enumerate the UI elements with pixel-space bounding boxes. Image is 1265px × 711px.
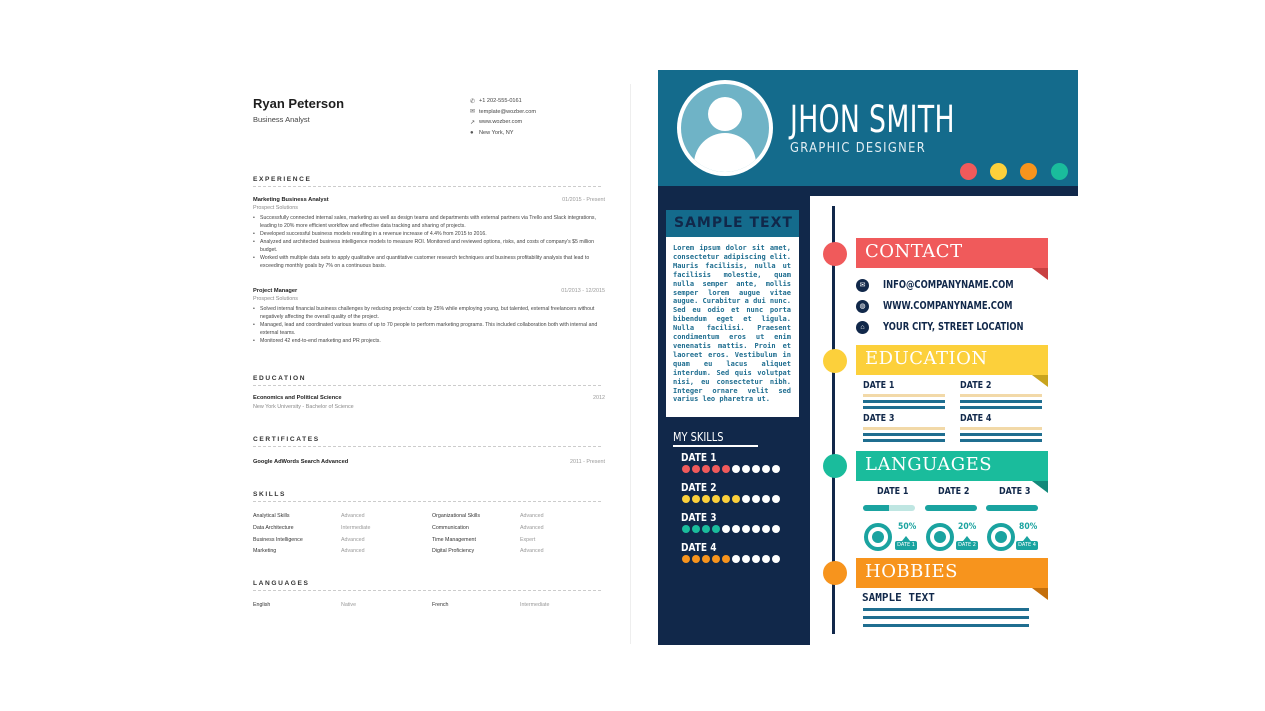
resume-right — [658, 70, 1078, 645]
hobbies-heading: HOBBIES — [865, 561, 958, 582]
language-tag: DATE 4 — [1016, 541, 1038, 550]
skill-dot-filled — [722, 465, 730, 473]
contact-heading: CONTACT — [865, 241, 963, 262]
list-item: • Successfully connected internal sales, marketing as well as design teams and departments with external partners via Trello and Slack integrations, leading to 20% more efficient workflow and effective data tracking and sharing of projects. — [253, 214, 605, 230]
skill-level: Advanced — [520, 548, 544, 554]
skill-level: Advanced — [520, 513, 544, 519]
hobbies-banner — [856, 558, 1048, 588]
skill-level: Advanced — [341, 513, 365, 519]
hobbies-bar — [863, 616, 1029, 619]
hobbies-bar — [863, 624, 1029, 627]
skill-dot-empty — [742, 495, 750, 503]
language-percent: 20% — [958, 522, 977, 532]
job-company-2: Prospect Solutions — [253, 296, 298, 302]
skill-dot-filled — [692, 525, 700, 533]
language-bar — [986, 505, 1038, 511]
skill-name: Analytical Skills — [253, 513, 290, 519]
language-ring-icon — [987, 523, 1015, 551]
education-bar — [960, 433, 1042, 436]
skill-dot-empty — [742, 465, 750, 473]
globe-icon: ◍ — [856, 300, 869, 313]
skill-dot-empty — [752, 465, 760, 473]
phone-icon: ✆ — [470, 98, 476, 105]
contact-email-text[interactable]: template@wozber.com — [479, 108, 536, 115]
contact-banner — [856, 238, 1048, 268]
certificate-name: Google AdWords Search Advanced — [253, 459, 349, 465]
header-color-dot — [990, 163, 1007, 180]
skill-name: Marketing — [253, 548, 277, 554]
list-item: • Analyzed and architected business intelligence models to measure ROI. Monitored and reviewed options, risks, and costs of company's $5 million budget. — [253, 238, 605, 254]
skill-dot-filled — [692, 465, 700, 473]
skill-dot-filled — [682, 495, 690, 503]
language-date: DATE 3 — [999, 486, 1031, 497]
list-item: • Worked with multiple data sets to apply qualitative and quantitative customer research techniques and business profitability analysis that lead to exceeding monthly goals by 7% on a continuous basis. — [253, 254, 605, 270]
contact-email-text[interactable]: INFO@COMPANYNAME.COM — [883, 279, 1014, 291]
hobbies-bar — [863, 608, 1029, 611]
education-bar — [863, 439, 945, 442]
skill-level: Advanced — [341, 537, 365, 543]
skill-dot-filled — [692, 555, 700, 563]
header-color-dot — [960, 163, 977, 180]
education-bar — [960, 439, 1042, 442]
education-degree: Economics and Political Science — [253, 395, 342, 401]
my-skills-underline — [673, 445, 758, 447]
skill-name: Communication — [432, 525, 469, 531]
language-bar — [863, 505, 915, 511]
education-date: DATE 2 — [960, 380, 992, 391]
contact-row-email — [856, 278, 1046, 292]
section-languages-heading: LANGUAGES — [253, 580, 601, 591]
skill-name: Business Intelligence — [253, 537, 303, 543]
language-level: Native — [341, 602, 357, 608]
contact-phone-text: +1 202-555-0161 — [479, 98, 522, 105]
resume-role: Business Analyst — [253, 115, 310, 124]
contact-location-text: New York, NY — [479, 129, 514, 136]
home-icon: ⌂ — [856, 321, 869, 334]
skill-dot-filled — [702, 465, 710, 473]
skill-dot-empty — [772, 525, 780, 533]
resume-name: Ryan Peterson — [253, 96, 345, 111]
banner-fold — [1032, 481, 1048, 493]
skill-dot-filled — [702, 495, 710, 503]
skill-dot-filled — [712, 495, 720, 503]
skill-dot-filled — [682, 555, 690, 563]
language-level: Intermediate — [520, 602, 550, 608]
skill-dots — [682, 555, 780, 563]
certificate-date: 2011 - Present — [570, 459, 605, 465]
skill-dot-filled — [692, 495, 700, 503]
skill-dot-filled — [722, 495, 730, 503]
section-experience-heading: EXPERIENCE — [253, 176, 601, 187]
skill-dot-filled — [702, 555, 710, 563]
job-title-1: Marketing Business Analyst — [253, 197, 329, 203]
banner-fold — [1032, 588, 1048, 600]
skill-dot-empty — [722, 525, 730, 533]
skill-dots — [682, 465, 780, 473]
list-item: • Solved internal financial business challenges by reducing projects' costs by 25% while employing young, but talented, external freelancers without negatively affecting the overall quality of the project. — [253, 305, 605, 321]
list-item: • Developed successful business models resulting in a revenue increase of 4.4% from 2015 to 2016. — [253, 230, 605, 238]
timeline-dot-education — [823, 349, 847, 373]
contact-phone — [470, 96, 536, 107]
languages-heading: LANGUAGES — [865, 454, 993, 475]
skill-dot-empty — [762, 525, 770, 533]
skill-dot-empty — [752, 555, 760, 563]
skill-dot-empty — [752, 495, 760, 503]
skill-dot-filled — [712, 525, 720, 533]
skill-dot-empty — [772, 495, 780, 503]
job-date-2: 01/2013 - 12/2015 — [561, 288, 605, 294]
education-bar — [863, 400, 945, 403]
education-date: DATE 3 — [863, 413, 895, 424]
banner-fold — [1032, 375, 1048, 387]
my-skills-heading: MY SKILLS — [673, 430, 724, 444]
section-certificates-heading: CERTIFICATES — [253, 436, 601, 447]
skill-dot-empty — [742, 525, 750, 533]
skill-dot-filled — [702, 525, 710, 533]
language-tag: DATE 2 — [956, 541, 978, 550]
skill-level: Advanced — [341, 548, 365, 554]
contact-location — [470, 128, 536, 139]
contact-row-address — [856, 320, 1059, 334]
resume-title: GRAPHIC DESIGNER — [790, 140, 927, 156]
languages-banner — [856, 451, 1048, 481]
language-tag: DATE 1 — [895, 541, 917, 550]
skill-dot-filled — [712, 465, 720, 473]
resume-left — [238, 84, 631, 644]
skill-name: Data Architecture — [253, 525, 294, 531]
education-bar — [960, 406, 1042, 409]
skill-dot-empty — [762, 495, 770, 503]
section-skills-heading: SKILLS — [253, 491, 601, 502]
contact-email — [470, 107, 536, 118]
avatar-head-icon — [708, 97, 742, 131]
skill-dots — [682, 495, 780, 503]
language-date: DATE 1 — [877, 486, 909, 497]
skill-name: Digital Proficiency — [432, 548, 475, 554]
skill-name: Organizational Skills — [432, 513, 480, 519]
job-title-2: Project Manager — [253, 288, 298, 294]
job-bullets-2 — [253, 305, 605, 345]
list-item: • Monitored 42 end-to-end marketing and PR projects. — [253, 337, 605, 345]
contact-web-text[interactable]: WWW.COMPANYNAME.COM — [883, 300, 1013, 312]
education-heading: EDUCATION — [865, 348, 988, 369]
skill-level: Advanced — [520, 525, 544, 531]
timeline-dot-hobbies — [823, 561, 847, 585]
link-icon: ↗ — [470, 119, 476, 126]
education-bar — [863, 433, 945, 436]
location-icon: ● — [470, 129, 474, 136]
skill-dot-empty — [772, 465, 780, 473]
avatar-body-icon — [694, 133, 756, 172]
skill-dot-empty — [732, 465, 740, 473]
job-bullets-1 — [253, 214, 605, 270]
skill-date-label: DATE 3 — [681, 511, 717, 524]
education-year: 2012 — [593, 395, 605, 401]
contact-website-text[interactable]: www.wozber.com — [479, 119, 523, 126]
skill-dot-empty — [732, 555, 740, 563]
timeline-dot-contact — [823, 242, 847, 266]
language-name: English — [253, 602, 271, 608]
email-icon: ✉ — [470, 109, 476, 116]
skill-date-label: DATE 1 — [681, 451, 717, 464]
job-company-1: Prospect Solutions — [253, 205, 298, 211]
education-bar — [863, 427, 945, 430]
skill-dot-empty — [762, 465, 770, 473]
language-bar — [925, 505, 977, 511]
resume-name: JHON SMITH — [790, 98, 955, 141]
skill-dot-filled — [712, 555, 720, 563]
contact-row-web — [856, 299, 1045, 313]
sample-heading: SAMPLE TEXT — [666, 210, 799, 237]
timeline-dot-languages — [823, 454, 847, 478]
education-bar — [960, 394, 1042, 397]
education-bar — [863, 394, 945, 397]
header-color-dot — [1020, 163, 1037, 180]
language-percent: 80% — [1019, 522, 1038, 532]
skill-dot-empty — [732, 525, 740, 533]
contact-list — [470, 96, 536, 138]
skill-date-label: DATE 2 — [681, 481, 717, 494]
education-bar — [960, 400, 1042, 403]
skill-level: Intermediate — [341, 525, 371, 531]
education-bar — [960, 427, 1042, 430]
header-strip — [658, 186, 1078, 196]
language-ring-icon — [926, 523, 954, 551]
contact-website — [470, 117, 536, 128]
language-bar-fill — [863, 505, 889, 511]
header-color-dot — [1051, 163, 1068, 180]
language-bar-fill — [925, 505, 977, 511]
email-icon: ✉ — [856, 279, 869, 292]
education-school: New York University - Bachelor of Science — [253, 404, 354, 410]
skill-level: Expert — [520, 537, 536, 543]
language-date: DATE 2 — [938, 486, 970, 497]
hobbies-text: SAMPLE TEXT — [862, 591, 935, 604]
job-date-1: 01/2015 - Present — [562, 197, 605, 203]
skill-dot-empty — [742, 555, 750, 563]
skill-dots — [682, 525, 780, 533]
skill-dot-empty — [752, 525, 760, 533]
education-bar — [863, 406, 945, 409]
sample-body: Lorem ipsum dolor sit amet, consectetur adipiscing elit. Mauris facilisis, nulla ut facilisis molestie, quam nulla semper ante, mollis semper lorem augue vitae augue. Curabitur a dui nunc. Sed eu odio et nunc porta bibendum eget et ligula. Nulla facilisi. Praesent condimentum eros ut enim venenatis mattis. Proin et laoreet eros. Vestibulum in quam eu lacus aliquet interdum. Sed quis volutpat nisi, eu consectetur nibh. Integer ornare velit sed varius leo pharetra ut. — [673, 244, 792, 404]
education-date: DATE 1 — [863, 380, 895, 391]
skill-dot-filled — [682, 525, 690, 533]
language-bar-fill — [986, 505, 1038, 511]
education-banner — [856, 345, 1048, 375]
skill-dot-filled — [682, 465, 690, 473]
language-ring-icon — [864, 523, 892, 551]
language-name: French — [432, 602, 449, 608]
skill-dot-empty — [772, 555, 780, 563]
education-date: DATE 4 — [960, 413, 992, 424]
skill-date-label: DATE 4 — [681, 541, 717, 554]
list-item: • Managed, lead and coordinated various teams of up to 70 people to perform marketing programs. This included collaboration both with internal and external teams. — [253, 321, 605, 337]
section-education-heading: EDUCATION — [253, 375, 601, 386]
skill-dot-filled — [732, 495, 740, 503]
skill-dot-filled — [722, 555, 730, 563]
skill-dot-empty — [762, 555, 770, 563]
skill-name: Time Management — [432, 537, 476, 543]
avatar — [681, 84, 769, 172]
sample-text-box — [666, 210, 799, 417]
language-percent: 50% — [898, 522, 917, 532]
contact-address-text: YOUR CITY, STREET LOCATION — [883, 321, 1024, 333]
